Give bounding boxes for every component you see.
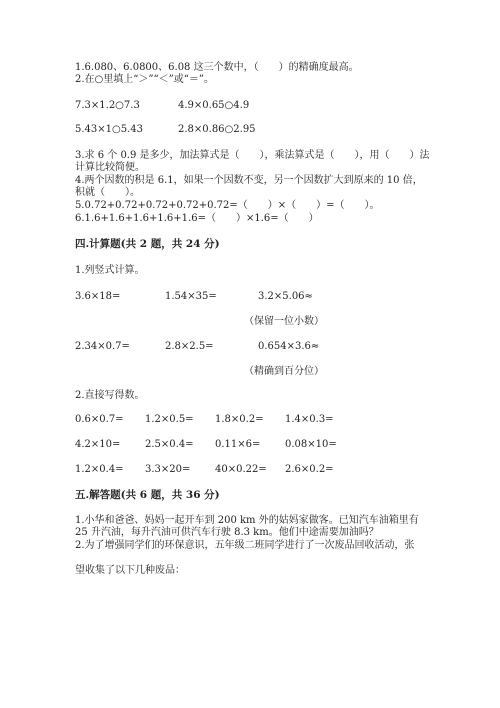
oral-row-1-col-1: 0.6×0.7= xyxy=(75,414,124,425)
calc-item-4: 2.34×0.7= xyxy=(75,341,130,352)
compare-item-1: 7.3×1.2○7.3 xyxy=(75,100,140,111)
oral-row-2-col-3: 0.11×6= xyxy=(215,439,261,450)
oral-row-1-col-2: 1.2×0.5= xyxy=(145,414,194,425)
oral-row-3-col-1: 1.2×0.4= xyxy=(75,464,124,475)
oral-row-3-col-4: 2.6×0.2= xyxy=(285,464,334,475)
part5-q2-line1: 2.为了增强同学们的环保意识，五年级二班同学进行了一次废品回收活动，张 xyxy=(75,540,415,551)
oral-row-1-col-3: 1.8×0.2= xyxy=(215,414,264,425)
part5-q1-line2: 25 升汽油，每升汽油可供汽车行驶 8.3 km。他们中途需要加油吗？ xyxy=(75,527,379,538)
part5-q1-line1: 1.小华和爸爸、妈妈一起开车到 200 km 外的姑妈家做客。已知汽车油箱里有 xyxy=(75,515,419,526)
part4-q2: 2.直接写得数。 xyxy=(75,390,145,401)
part3-q2: 2.在○里填上“＞”“＜”或“＝”。 xyxy=(75,74,214,85)
part3-q3-line2: 计算比较简便。 xyxy=(75,162,145,173)
calc-item-1: 3.6×18= xyxy=(75,291,121,302)
part3-q4-line1: 4.两个因数的积是 6.1，如果一个因数不变，另一个因数扩大到原来的 10 倍， xyxy=(75,175,423,186)
calc-item-6: 0.654×3.6≈ xyxy=(258,341,320,352)
part3-q1: 1.6.080、6.0800、6.08 这三个数中，（ ）的精确度最高。 xyxy=(75,62,359,73)
calc-note-1: （保留一位小数） xyxy=(244,316,324,327)
oral-row-2-col-4: 0.08×10= xyxy=(285,439,337,450)
part5-q2-line2: 望收集了以下几种废品： xyxy=(75,565,185,576)
calc-note-2: （精确到百分位） xyxy=(244,366,324,377)
section-title-part4: 四.计算题(共 2 题，共 24 分) xyxy=(75,238,220,250)
oral-row-1-col-4: 1.4×0.3= xyxy=(285,414,334,425)
compare-item-3: 5.43×1○5.43 xyxy=(75,124,143,135)
section-title-part5: 五.解答题(共 6 题，共 36 分) xyxy=(75,489,220,501)
compare-item-2: 4.9×0.65○4.9 xyxy=(178,100,250,111)
compare-item-4: 2.8×0.86○2.95 xyxy=(178,124,256,135)
calc-item-2: 1.54×35= xyxy=(165,291,217,302)
calc-item-3: 3.2×5.06≈ xyxy=(258,291,313,302)
oral-row-3-col-2: 3.3×20= xyxy=(145,464,191,475)
oral-row-2-col-2: 2.5×0.4= xyxy=(145,439,194,450)
oral-row-2-col-1: 4.2×10= xyxy=(75,439,121,450)
calc-item-5: 2.8×2.5= xyxy=(165,341,214,352)
part3-q4-line2: 积就（ ）。 xyxy=(75,187,140,198)
part3-q6: 6.1.6+1.6+1.6+1.6+1.6=（ ）×1.6=（ ） xyxy=(75,213,319,224)
part4-q1: 1.列竖式计算。 xyxy=(75,265,145,276)
part3-q5: 5.0.72+0.72+0.72+0.72+0.72=（ ）×（ ）=（ ）。 xyxy=(75,200,380,211)
oral-row-3-col-3: 40×0.22= xyxy=(215,464,267,475)
part3-q3-line1: 3.求 6 个 0.9 是多少，加法算式是（ ），乘法算式是（ ），用（ ）法 xyxy=(75,150,430,161)
